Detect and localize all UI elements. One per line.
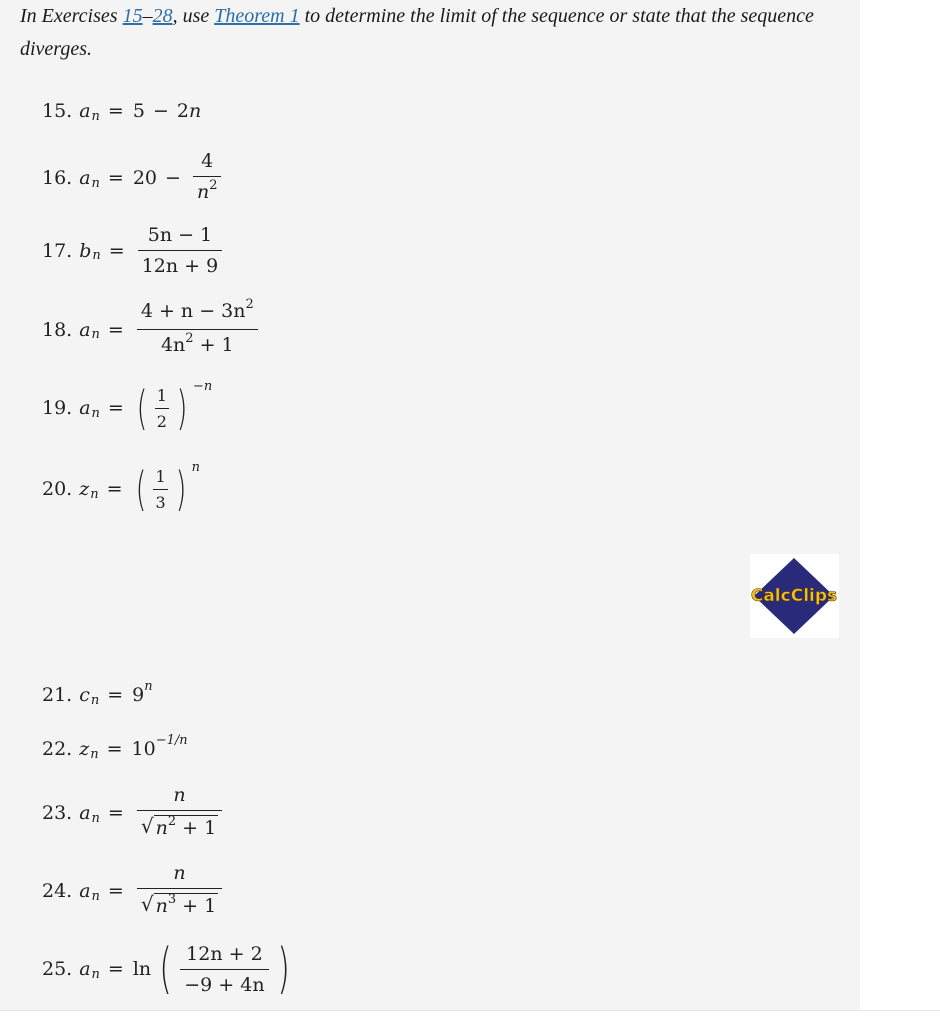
exponent: 2 xyxy=(185,331,194,346)
exponent: 3 xyxy=(167,892,177,907)
equals-sign: = xyxy=(107,318,124,341)
exercise-number: 17. xyxy=(42,239,73,262)
denominator xyxy=(193,176,222,206)
variable: n xyxy=(155,895,168,917)
square-root xyxy=(141,893,218,920)
sequence-variable: a xyxy=(79,802,91,824)
divider xyxy=(0,1010,940,1011)
sequence-variable: a xyxy=(79,167,91,189)
exercise-number: 21. xyxy=(42,684,73,706)
exercise-number: 15. xyxy=(42,100,73,122)
exercise-instructions xyxy=(20,0,840,66)
exercise-28-link[interactable]: 28 xyxy=(152,5,173,27)
variable: n xyxy=(155,817,168,839)
exercise-21 xyxy=(42,678,153,708)
numerator-expression: 4 + n − 3n xyxy=(140,300,246,322)
fraction xyxy=(137,784,222,842)
denominator-rest: + 1 xyxy=(193,334,234,356)
exponent: −1/n xyxy=(155,732,188,748)
subscript: n xyxy=(91,966,100,982)
exercise-15-link[interactable]: 15 xyxy=(122,5,143,27)
numerator: 1 xyxy=(155,466,166,486)
subscript: n xyxy=(91,888,100,904)
exercise-24 xyxy=(42,862,226,920)
sequence-variable: z xyxy=(79,478,90,500)
sequence-variable: a xyxy=(79,958,91,980)
equals-sign: = xyxy=(106,738,123,760)
exercise-number: 18. xyxy=(42,318,73,341)
exercise-15 xyxy=(42,100,201,122)
calcclips-diamond-icon xyxy=(750,554,839,638)
calcclips-logo[interactable] xyxy=(750,554,839,638)
theorem-1-link[interactable]: Theorem 1 xyxy=(214,5,300,27)
exponent: n xyxy=(191,459,200,475)
sequence-variable: a xyxy=(79,318,91,341)
denominator: 3 xyxy=(153,489,167,511)
numerator: 4 xyxy=(201,150,214,172)
right-paren: ) xyxy=(176,381,188,435)
left-paren: ( xyxy=(135,462,146,516)
numerator: 1 xyxy=(156,385,167,405)
sequence-variable: b xyxy=(79,239,92,262)
fraction xyxy=(193,150,222,206)
term: 20 xyxy=(132,167,158,189)
exercise-number: 19. xyxy=(42,397,73,419)
equals-sign: = xyxy=(107,100,124,122)
denominator xyxy=(137,810,222,842)
denominator: 2 xyxy=(155,408,169,430)
sequence-variable: z xyxy=(79,738,90,760)
exercise-22 xyxy=(42,732,188,762)
equals-sign: = xyxy=(107,802,124,824)
base: 9 xyxy=(132,684,145,706)
operator: − xyxy=(152,100,169,122)
sequence-variable: a xyxy=(79,880,91,902)
exponent: n xyxy=(144,678,153,694)
radicand xyxy=(154,893,219,920)
exercise-number: 20. xyxy=(42,478,73,500)
sequence-variable: a xyxy=(79,100,91,122)
exercise-number: 22. xyxy=(42,738,73,760)
exercise-25 xyxy=(42,937,294,1000)
numerator: 5n − 1 xyxy=(147,224,213,246)
right-paren: ) xyxy=(276,937,290,1000)
sequence-variable: a xyxy=(79,397,91,419)
subscript: n xyxy=(91,327,100,342)
exponent: −n xyxy=(192,378,213,394)
numerator: n xyxy=(173,862,186,884)
subscript: n xyxy=(91,810,100,826)
subscript: n xyxy=(91,405,100,421)
intro-text-start: In Exercises xyxy=(20,5,123,27)
equals-sign: = xyxy=(107,958,124,980)
term: 5 xyxy=(132,100,145,122)
sequence-variable: c xyxy=(79,684,90,706)
fraction xyxy=(180,943,268,996)
exercise-18 xyxy=(42,297,262,359)
subscript: n xyxy=(90,692,100,708)
subscript: n xyxy=(92,248,101,263)
intro-text-mid: , use xyxy=(172,5,215,27)
denominator: 12n + 9 xyxy=(138,250,223,277)
exercise-number: 23. xyxy=(42,802,73,824)
radicand-rest: + 1 xyxy=(176,817,217,839)
subscript: n xyxy=(90,486,99,502)
exponent: 2 xyxy=(245,297,254,312)
base: 10 xyxy=(131,738,156,760)
radical-sign: √ xyxy=(140,892,154,916)
exercise-23 xyxy=(42,784,226,842)
fraction xyxy=(137,862,222,920)
left-paren: ( xyxy=(159,937,173,1000)
logo-text: CalcClips xyxy=(750,586,838,606)
numerator xyxy=(137,297,258,329)
fraction xyxy=(137,297,258,359)
intro-dash: – xyxy=(142,5,153,27)
radical-sign: √ xyxy=(140,814,154,838)
fraction xyxy=(153,468,167,511)
exercise-number: 24. xyxy=(42,880,73,902)
operator: − xyxy=(165,167,181,189)
fraction xyxy=(138,224,223,277)
exercise-20 xyxy=(42,459,200,516)
equals-sign: = xyxy=(106,478,123,500)
equals-sign: = xyxy=(108,239,125,262)
coefficient: 2 xyxy=(176,100,189,122)
equals-sign: = xyxy=(107,684,124,706)
exercise-19 xyxy=(42,378,213,435)
subscript: n xyxy=(91,175,100,191)
exponent: 2 xyxy=(167,814,177,829)
equals-sign: = xyxy=(107,397,124,419)
variable: n xyxy=(196,181,210,203)
square-root xyxy=(141,815,218,842)
exponent: 2 xyxy=(209,178,218,193)
fraction xyxy=(155,387,169,430)
exercise-17 xyxy=(42,224,226,277)
denominator xyxy=(137,329,258,359)
subscript: n xyxy=(90,746,99,762)
exercise-16 xyxy=(42,150,225,206)
right-paren: ) xyxy=(175,462,187,516)
exercise-number: 25. xyxy=(42,958,73,980)
radicand xyxy=(154,815,219,842)
left-paren: ( xyxy=(136,381,148,435)
radicand-rest: + 1 xyxy=(176,895,217,917)
equals-sign: = xyxy=(107,167,124,189)
denominator-term: 4n xyxy=(160,334,186,356)
intro-text-end: to determine the limit of the sequence or state that the sequence diverges. xyxy=(20,5,814,60)
equals-sign: = xyxy=(107,880,124,902)
numerator: n xyxy=(173,784,186,806)
variable: n xyxy=(188,100,202,122)
numerator: 12n + 2 xyxy=(186,942,263,965)
denominator xyxy=(137,888,222,920)
function-name: ln xyxy=(132,958,152,980)
subscript: n xyxy=(91,108,100,124)
denominator: −9 + 4n xyxy=(180,969,268,996)
exercise-number: 16. xyxy=(42,167,73,189)
